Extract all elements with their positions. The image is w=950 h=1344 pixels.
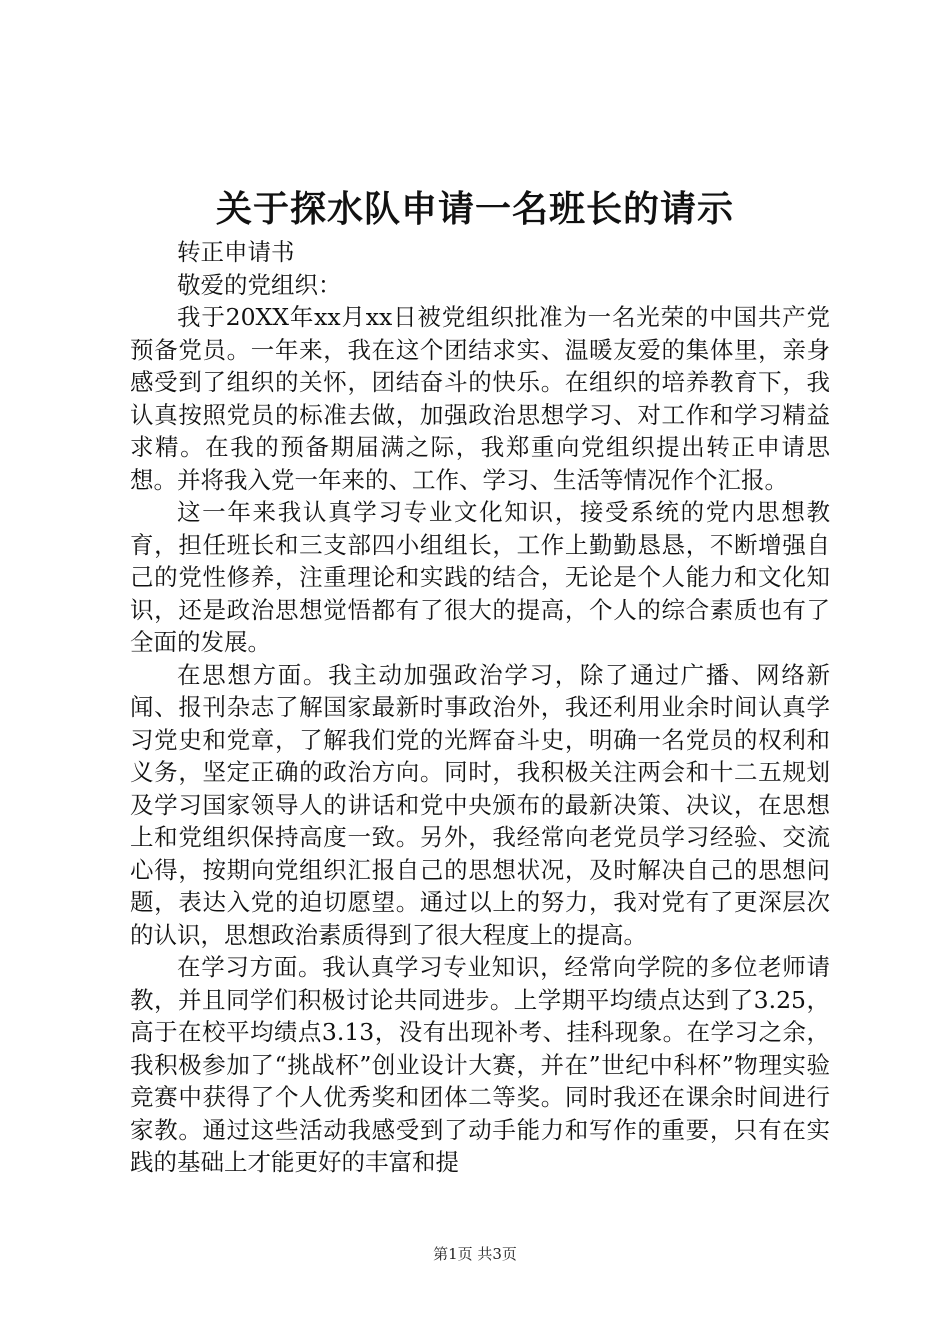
paragraph: 这一年来我认真学习专业文化知识，接受系统的党内思想教育，担任班长和三支部四小组组长，工作上勤勤恳恳，不断增强自己的党性修养，注重理论和实践的结合，无论是个人能力和文化知识，还是政治思想觉悟都有了很大的提高，个人的综合素质也有了全面的发展。 <box>130 498 830 656</box>
paragraph: 在思想方面。我主动加强政治学习，除了通过广播、网络新闻、报刊杂志了解国家最新时事政治外，我还利用业余时间认真学习党史和党章，了解我们党的光辉奋斗史，明确一名党员的权利和义务，坚定正确的政治方向。同时，我积极关注两会和十二五规划及学习国家领导人的讲话和党中央颁布的最新决策、决议，在思想上和党组织保持高度一致。另外，我经常向老党员学习经验、交流心得，按期向党组织汇报自己的思想状况，及时解决自己的思想问题，表达入党的迫切愿望。通过以上的努力，我对党有了更深层次的认识，思想政治素质得到了很大程度上的提高。 <box>130 660 830 949</box>
document-body <box>130 236 830 1179</box>
paragraph-heading: 转正申请书 <box>177 238 295 266</box>
document-title: 关于探水队申请一名班长的请示 <box>215 188 734 230</box>
paragraph: 在学习方面。我认真学习专业知识，经常向学院的多位老师请教，并且同学们积极讨论共同进步。上学期平均绩点达到了3.25，高于在校平均绩点3.13，没有出现补考、挂科现象。在学习之余，我积极参加了“挑战杯”创业设计大赛，并在”世纪中科杯”物理实验竞赛中获得了个人优秀奖和团体二等奖。同时我还在课余时间进行家教。通过这些活动我感受到了动手能力和写作的重要，只有在实践的基础上才能更好的丰富和提 <box>130 953 830 1176</box>
page-number-footer: 第1页 共3页 <box>433 1245 517 1263</box>
paragraph-salutation: 敬爱的党组织： <box>177 270 342 299</box>
paragraph: 我于20XX年xx月xx日被党组织批准为一名光荣的中国共产党预备党员。一年来，我在这个团结求实、温暖友爱的集体里，亲身感受到了组织的关怀，团结奋斗的快乐。在组织的培养教育下，我认真按照党员的标准去做，加强政治思想学习、对工作和学习精益求精。在我的预备期届满之际，我郑重向党组织提出转正申请思想。并将我入党一年来的、工作、学习、生活等情况作个汇报。 <box>130 303 830 494</box>
